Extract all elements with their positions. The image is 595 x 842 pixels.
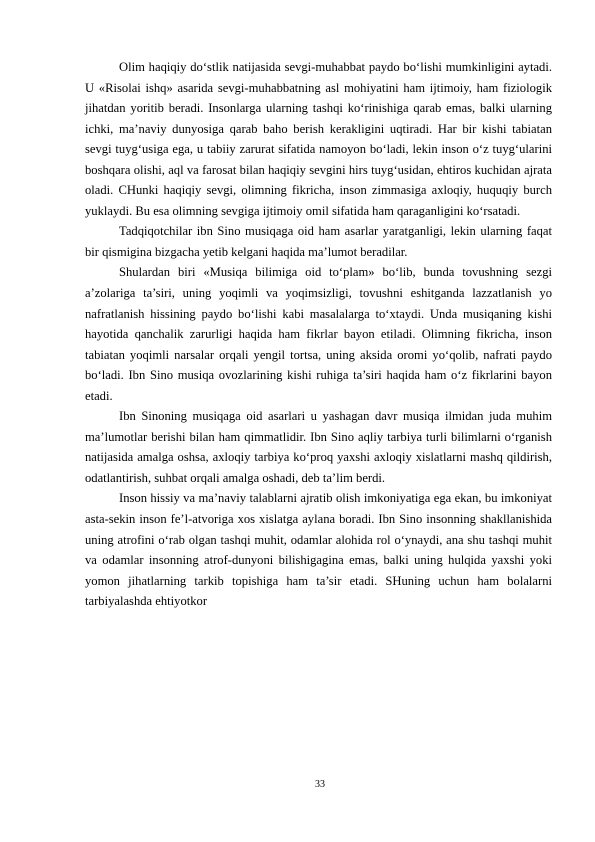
paragraph-1: Olim haqiqiy do‘stlik natijasida sevgi-muhabbat paydo bo‘lishi mumkinligini aytadi. U «Risolai ishq» asarida sevgi-muhabbatning asl mohiyatini ham ijtimoiy, ham fiziologik jihatdan yoritib beradi. Insonlarga ularning tashqi ko‘rinishiga qarab emas, balki ularning ichki, ma’naviy dunyosiga qarab baho berish kerakligini uqtiradi. Har bir kishi tabiatan sevgi tuyg‘usiga ega, u tabiiy zarurat sifatida namoyon bo‘ladi, lekin inson o‘z tuyg‘ularini boshqara olishi, aql va farosat bilan haqiqiy sevgini hirs tuyg‘usidan, ehtiros kuchidan ajrata oladi. CHunki haqiqiy sevgi, olimning fikricha, inson zimmasiga axloqiy, huquqiy burch yuklaydi. Bu esa olimning sevgiga ijtimoiy omil sifatida ham qaraganligini ko‘rsatadi. (85, 60, 552, 218)
page-number: 33 (315, 779, 325, 790)
paragraph-3: Shulardan biri «Musiqa bilimiga oid to‘plam» bo‘lib, bunda tovushning sezgi a’zolariga ta’siri, uning yoqimli va yoqimsizligi, tovushni eshitganda lazzatlanish yo nafratlanish hissining paydo bo‘lishi kabi masalalarga to‘xtaydi. Unda musiqaning kishi hayotida qanchalik zarurligi haqida ham fikrlar bayon etiladi. Olimning fikricha, inson tabiatan yoqimli narsalar orqali yengil tortsa, uning aksida oromi yo‘qolib, nafrati paydo bo‘ladi. Ibn Sino musiqa ovozlarining kishi ruhiga ta’siri haqida ham o‘z fikrlarini bayon etadi. (85, 265, 552, 403)
body-text (85, 57, 552, 612)
paragraph-4: Ibn Sinoning musiqaga oid asarlari u yashagan davr musiqa ilmidan juda muhim ma’lumotlar berishi bilan ham qimmatlidir. Ibn Sino aqliy tarbiya turli bilimlarni o‘rganish natijasida amalga oshsa, axloqiy tarbiya ko‘proq yaxshi axloqiy xislatlarni mashq qildirish, odatlantirish, suhbat orqali amalga oshadi, deb ta’lim berdi. (85, 409, 552, 485)
paragraph-5: Inson hissiy va ma’naviy talablarni ajratib olish imkoniyatiga ega ekan, bu imkoniyat asta-sekin inson fe’l-atvoriga xos xislatga aylana boradi. Ibn Sino insonning shakllanishida uning atrofini o‘rab olgan tashqi muhit, odamlar alohida rol o‘ynaydi, ana shu tashqi muhit va odamlar insonning atrof-dunyoni bilishigagina emas, balki uning hulqida yaxshi yoki yomon jihatlarning tarkib topishiga ham ta’sir etadi. SHuning uchun ham bolalarni tarbiyalashda ehtiyotkor (85, 491, 552, 609)
paragraph-2: Tadqiqotchilar ibn Sino musiqaga oid ham asarlar yaratganligi, lekin ularning faqat bir qismigina bizgacha yetib kelgani haqida ma’lumot beradilar. (85, 224, 552, 259)
